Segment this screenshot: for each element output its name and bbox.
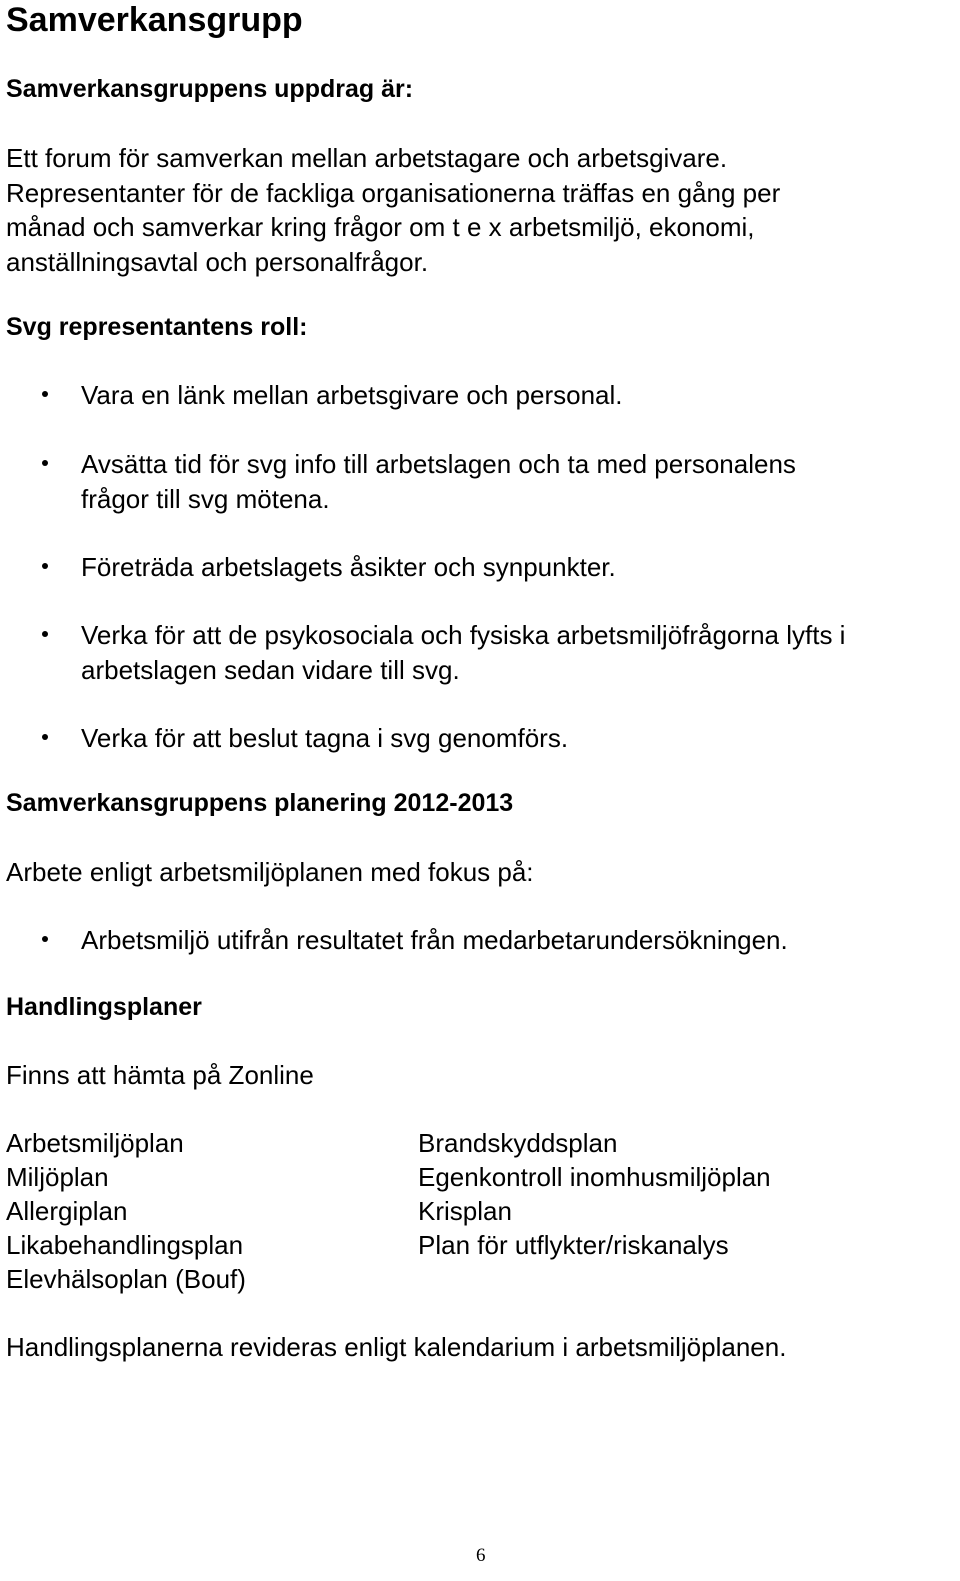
page-number: 6	[476, 1545, 486, 1566]
list-item: Elevhälsoplan (Bouf)	[6, 1264, 246, 1294]
bullet-icon	[42, 460, 48, 466]
page-title: Samverkansgrupp	[6, 1, 303, 39]
section-heading-planering: Samverkansgruppens planering 2012-2013	[6, 789, 514, 817]
bullet-icon	[42, 391, 48, 397]
list-item: Egenkontroll inomhusmiljöplan	[418, 1162, 771, 1192]
planering-intro: Arbete enligt arbetsmiljöplanen med fokus på:	[6, 857, 534, 887]
uppdrag-paragraph	[6, 141, 780, 279]
list-item: Krisplan	[418, 1196, 512, 1226]
plan-list-right	[418, 1126, 771, 1262]
list-item-text: Vara en länk mellan arbetsgivare och personal.	[81, 380, 623, 410]
plan-list-left	[6, 1126, 246, 1296]
paragraph-line: månad och samverkar kring frågor om t e x arbetsmiljö, ekonomi,	[6, 212, 755, 242]
list-item-text: Verka för att de psykosociala och fysiska arbetsmiljöfrågorna lyfts i	[81, 620, 846, 650]
list-item: Miljöplan	[6, 1162, 109, 1192]
bullet-icon	[42, 563, 48, 569]
list-item: Likabehandlingsplan	[6, 1230, 244, 1260]
list-item: Allergiplan	[6, 1196, 128, 1226]
section-heading-roll: Svg representantens roll:	[6, 313, 308, 341]
bullet-icon	[42, 734, 48, 740]
section-heading-uppdrag: Samverkansgruppens uppdrag är:	[6, 75, 414, 103]
list-item-text: Avsätta tid för svg info till arbetslagen och ta med personalens	[81, 449, 796, 479]
bullet-icon	[42, 631, 48, 637]
list-item-text: Verka för att beslut tagna i svg genomförs.	[81, 723, 569, 753]
section-heading-handlingsplaner: Handlingsplaner	[6, 993, 202, 1021]
revision-note: Handlingsplanerna revideras enligt kalendarium i arbetsmiljöplanen.	[6, 1332, 787, 1362]
paragraph-line: anställningsavtal och personalfrågor.	[6, 246, 429, 277]
handlingsplaner-intro: Finns att hämta på Zonline	[6, 1060, 314, 1090]
list-item-text: arbetslagen sedan vidare till svg.	[81, 654, 460, 685]
list-item: Brandskyddsplan	[418, 1128, 618, 1158]
list-item: Arbetsmiljöplan	[6, 1128, 184, 1158]
bullet-icon	[42, 936, 48, 942]
list-item: Plan för utflykter/riskanalys	[418, 1230, 729, 1260]
list-item-text: Företräda arbetslagets åsikter och synpunkter.	[81, 552, 616, 582]
paragraph-line: Representanter för de fackliga organisationerna träffas en gång per	[6, 177, 781, 208]
list-item-text: Arbetsmiljö utifrån resultatet från medarbetarundersökningen.	[81, 925, 788, 955]
paragraph-line: Ett forum för samverkan mellan arbetstagare och arbetsgivare.	[6, 143, 728, 173]
list-item-text: frågor till svg mötena.	[81, 483, 330, 514]
